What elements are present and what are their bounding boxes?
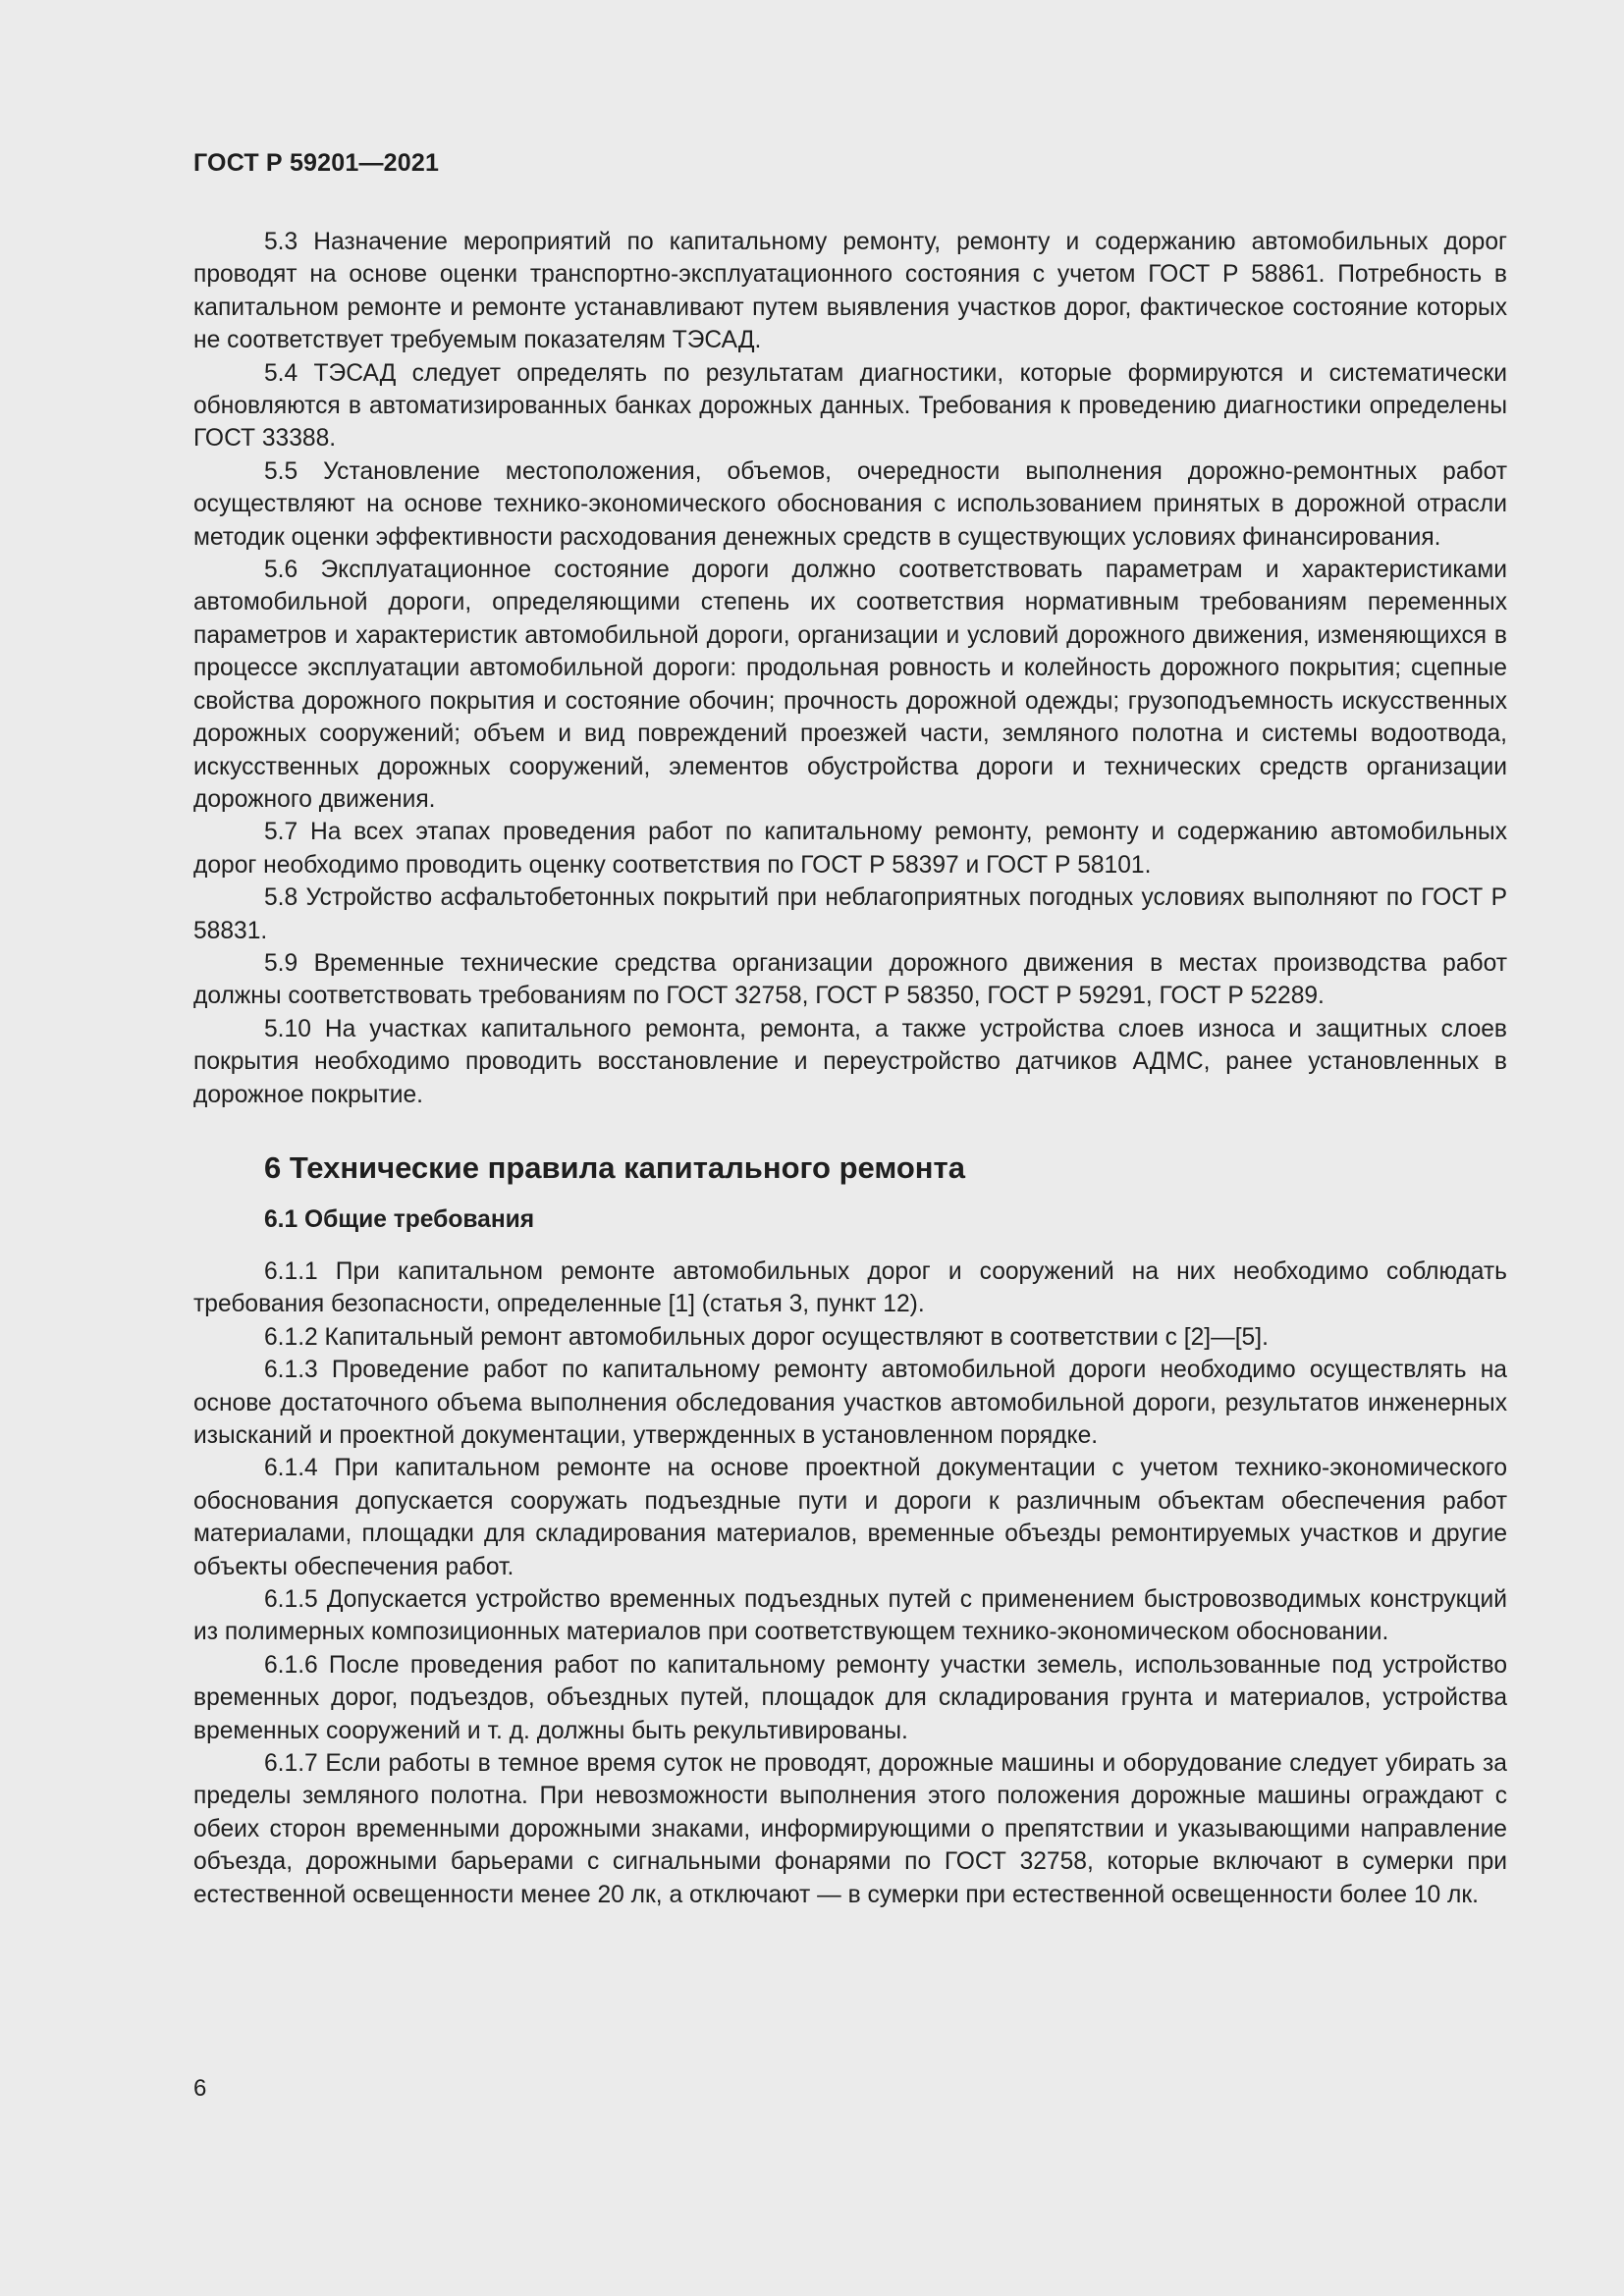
document-code: ГОСТ Р 59201—2021 bbox=[193, 149, 440, 177]
paragraph-5-4: 5.4 ТЭСАД следует определять по результатам диагностики, которые формируются и систематически обновляются в автоматизированных банках дорожных данных. Требования к проведению диагностики определены ГОСТ 33388. bbox=[193, 359, 1507, 453]
paragraph-5-6: 5.6 Эксплуатационное состояние дороги должно соответствовать параметрам и характеристиками автомобильной дороги, определяющими степень их соответствия нормативным требованиям переменных параметров и характеристик автомобильной дороги, организации и условий дорожного движения, изменяющихся в процессе эксплуатации автомобильной дороги: продольная ровность и колейность дорожного покрытия; сцепные свойства дорожного покрытия и состояние обочин; прочность дорожной одежды; грузоподъемность искусственных дорожных сооружений; объем и вид повреждений проезжей части, земляного полотна и системы водоотвода, искусственных дорожных сооружений, элементов обустройства дороги и технических средств организации дорожного движения. bbox=[193, 557, 1507, 813]
paragraph-5-5: 5.5 Установление местоположения, объемов, очередности выполнения дорожно-ремонтных работ осуществляют на основе технико-экономического обоснования с использованием принятых в дорожной отрасли методик оценки эффективности расходования денежных средств в существующих условиях финансирования. bbox=[193, 457, 1507, 551]
paragraph-5-8: 5.8 Устройство асфальтобетонных покрытий при неблагоприятных погодных условиях выполняют по ГОСТ Р 58831. bbox=[193, 884, 1507, 944]
paragraph-6-1-4: 6.1.4 При капитальном ремонте на основе проектной документации с учетом технико-экономического обоснования допускается сооружать подъездные пути и дороги к различным объектам обеспечения работ материалами, площадки для складирования материалов, временные объезды ремонтируемых участков и другие объекты обеспечения работ. bbox=[193, 1455, 1507, 1580]
paragraph-5-10: 5.10 На участках капитального ремонта, ремонта, а также устройства слоев износа и защитных слоев покрытия необходимо проводить восстановление и переустройство датчиков АДМС, ранее установленных в дорожное покрытие. bbox=[193, 1015, 1507, 1108]
paragraph-6-1-3: 6.1.3 Проведение работ по капитальному ремонту автомобильной дороги необходимо осуществлять на основе достаточного объема выполнения обследования участков автомобильной дороги, результатов инженерных изысканий и проектной документации, утвержденных в установленном порядке. bbox=[193, 1357, 1507, 1449]
paragraph-6-1-2: 6.1.2 Капитальный ремонт автомобильных дорог осуществляют в соответствии с [2]—[5]. bbox=[264, 1323, 1269, 1351]
paragraph-6-1-6: 6.1.6 После проведения работ по капитальному ремонту участки земель, использованные под устройство временных дорог, подъездов, объездных путей, площадок для складирования грунта и материалов, устройства временных сооружений и т. д. должны быть рекультивированы. bbox=[193, 1651, 1507, 1744]
paragraph-6-1-5: 6.1.5 Допускается устройство временных подъездных путей с применением быстровозводимых конструкций из полимерных композиционных материалов при соответствующем технико-экономическом обосновании. bbox=[193, 1586, 1507, 1646]
subsection-6-1-heading: 6.1 Общие требования bbox=[264, 1205, 535, 1233]
paragraph-6-1-1: 6.1.1 При капитальном ремонте автомобильных дорог и сооружений на них необходимо соблюдать требования безопасности, определенные [1] (статья 3, пункт 12). bbox=[193, 1257, 1507, 1318]
page-content bbox=[193, 226, 1507, 1911]
paragraph-5-7: 5.7 На всех этапах проведения работ по капитальному ремонту, ремонту и содержанию автомобильных дорог необходимо проводить оценку соответствия по ГОСТ Р 58397 и ГОСТ Р 58101. bbox=[193, 819, 1507, 879]
section-6-heading: 6 Технические правила капитального ремонта bbox=[264, 1149, 965, 1185]
paragraph-5-9: 5.9 Временные технические средства организации дорожного движения в местах производства работ должны соответствовать требованиям по ГОСТ 32758, ГОСТ Р 58350, ГОСТ Р 59291, ГОСТ Р 52289. bbox=[193, 949, 1507, 1010]
paragraph-5-3: 5.3 Назначение мероприятий по капитальному ремонту, ремонту и содержанию автомобильных дорог проводят на основе оценки транспортно-эксплуатационного состояния с учетом ГОСТ Р 58861. Потребность в капитальном ремонте и ремонте устанавливают путем выявления участков дорог, фактическое состояние которых не соответствует требуемым показателям ТЭСАД. bbox=[193, 229, 1507, 354]
paragraph-6-1-7: 6.1.7 Если работы в темное время суток не проводят, дорожные машины и оборудование следует убирать за пределы земляного полотна. При невозможности выполнения этого положения дорожные машины ограждают с обеих сторон временными дорожными знаками, информирующими о препятствии и указывающими направление объезда, дорожными барьерами с сигнальными фонарями по ГОСТ 32758, которые включают в сумерки при естественной освещенности менее 20 лк, а отключают — в сумерки при естественной освещенности более 10 лк. bbox=[193, 1750, 1507, 1908]
page-number: 6 bbox=[193, 2075, 207, 2102]
